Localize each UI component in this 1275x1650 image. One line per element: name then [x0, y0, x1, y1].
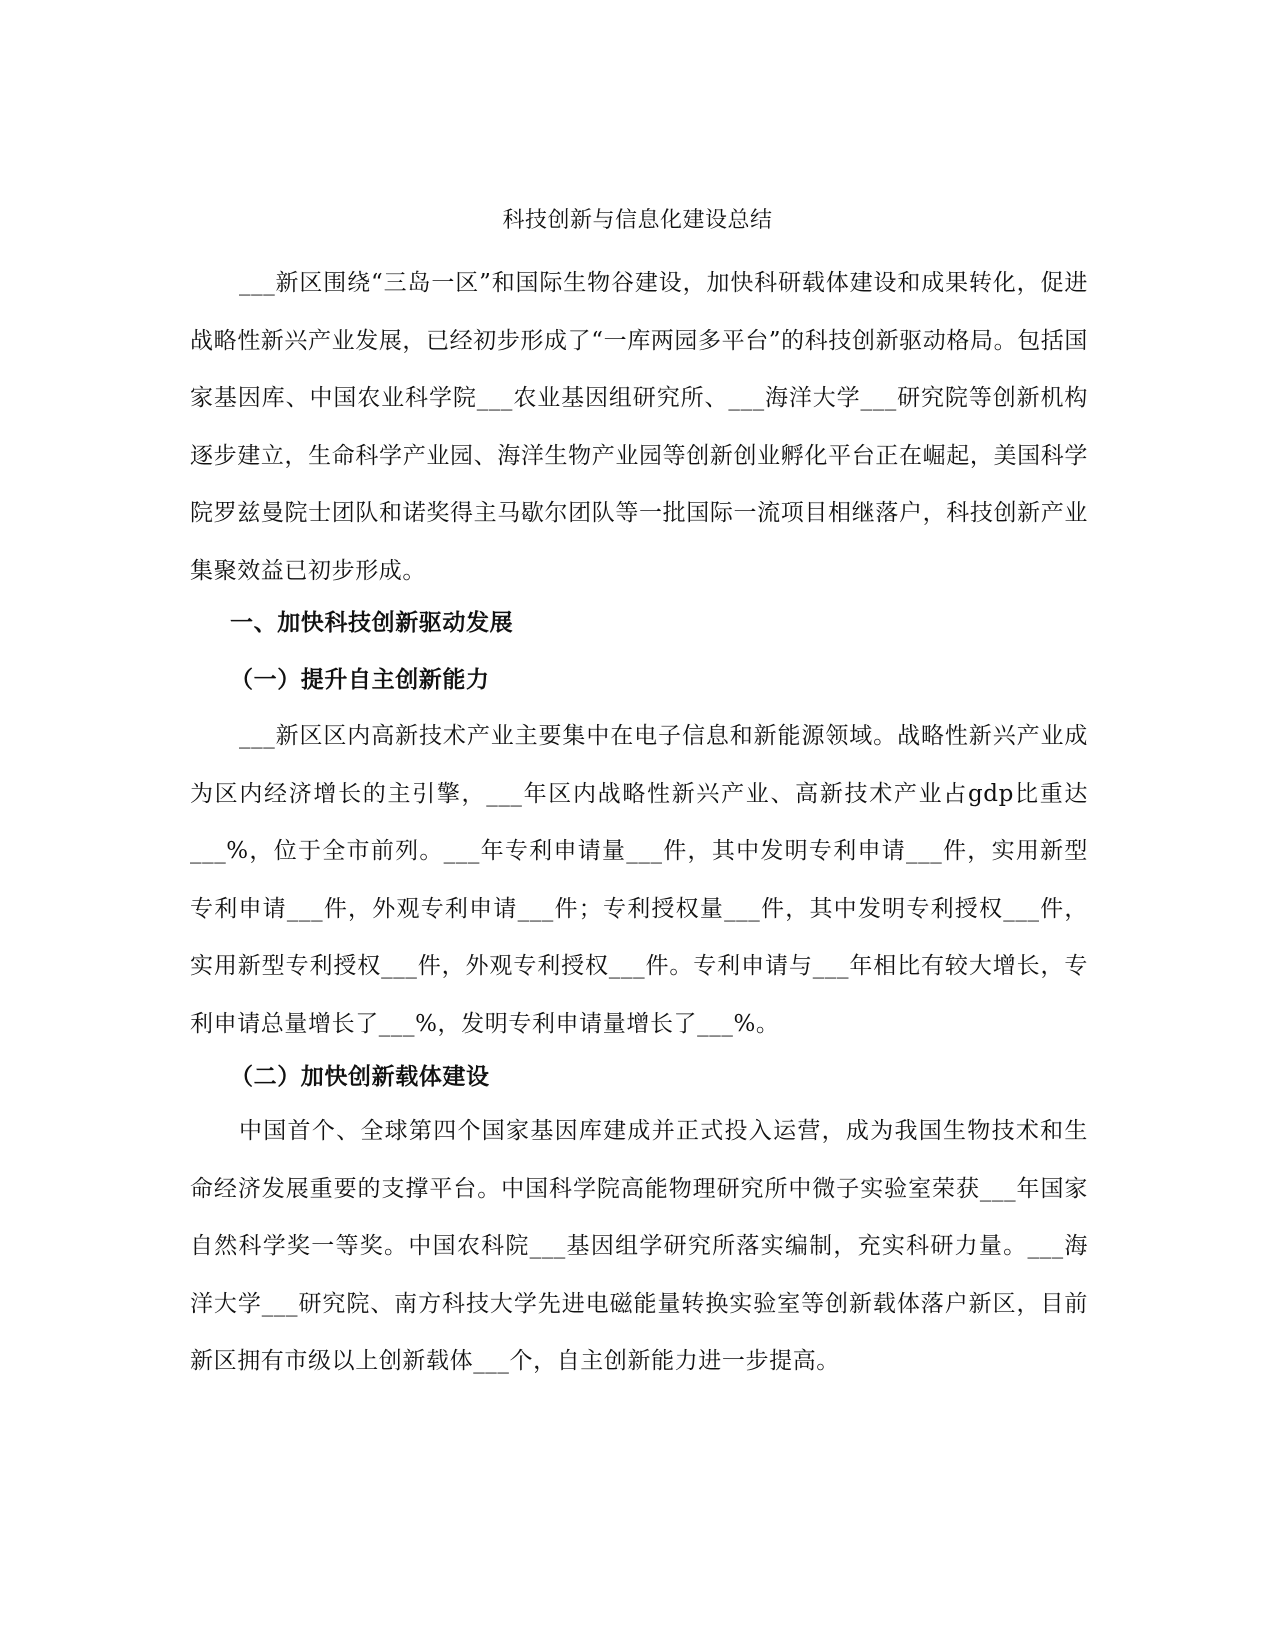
subsection-heading-1: （一）提升自主创新能力	[230, 666, 490, 693]
document-title: 科技创新与信息化建设总结	[502, 208, 773, 233]
intro-paragraph: ___新区围绕“三岛一区”和国际生物谷建设，加快科研载体建设和成果转化，促进战略性新兴产业发展，已经初步形成了“一库两园多平台”的科技创新驱动格局。包括国家基因库、中国农业科学院___农业基因组研究所、___海洋大学___研究院等创新机构逐步建立，生命科学产业园、海洋生物产业园等创新创业孵化平台正在崛起，美国科学院罗兹曼院士团队和诺奖得主马歇尔团队等一批国际一流项目相继落户，科技创新产业集聚效益已初步形成。	[190, 270, 1088, 584]
subsection-2-paragraph: 中国首个、全球第四个国家基因库建成并正式投入运营，成为我国生物技术和生命经济发展重要的支撑平台。中国科学院高能物理研究所中微子实验室荣获___年国家自然科学奖一等奖。中国农科院___基因组学研究所落实编制，充实科研力量。___海洋大学___研究院、南方科技大学先进电磁能量转换实验室等创新载体落户新区，目前新区拥有市级以上创新载体___个，自主创新能力进一步提高。	[190, 1118, 1088, 1374]
subsection-1-paragraph: ___新区区内高新技术产业主要集中在电子信息和新能源领域。战略性新兴产业成为区内经济增长的主引擎，___年区内战略性新兴产业、高新技术产业占gdp比重达___%，位于全市前列。___年专利申请量___件，其中发明专利申请___件，实用新型专利申请___件，外观专利申请___件；专利授权量___件，其中发明专利授权___件，实用新型专利授权___件，外观专利授权___件。专利申请与___年相比有较大增长，专利申请总量增长了___%，发明专利申请量增长了___%。	[190, 723, 1088, 1037]
section-heading-1: 一、加快科技创新驱动发展	[230, 609, 514, 636]
subsection-heading-2: （二）加快创新载体建设	[230, 1063, 490, 1090]
